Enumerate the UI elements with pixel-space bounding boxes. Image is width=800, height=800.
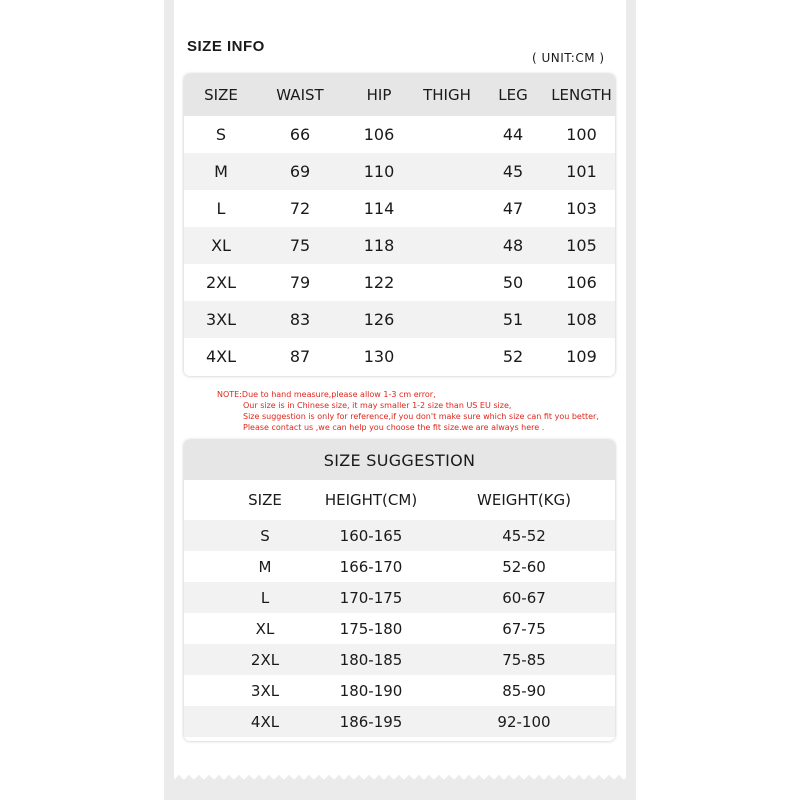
table-row xyxy=(184,227,615,264)
table-cell: 130 xyxy=(363,347,395,366)
size-suggestion-table xyxy=(184,440,615,741)
table-cell: 101 xyxy=(566,162,597,181)
table-cell: M xyxy=(258,557,272,576)
table-cell: 160-165 xyxy=(339,526,403,545)
note-label: NOTE: xyxy=(217,390,242,399)
table-cell: 83 xyxy=(289,310,311,329)
table-row xyxy=(184,706,615,737)
table-cell: 75-85 xyxy=(502,650,546,669)
size-info-table xyxy=(184,74,615,376)
table-cell xyxy=(416,301,478,338)
table-row xyxy=(184,153,615,190)
note-line: Our size is in Chinese size, it may smaller 1-2 size than US EU size, xyxy=(243,401,512,410)
table-cell: 72 xyxy=(289,199,311,218)
table-cell: L xyxy=(260,588,270,607)
table-cell: 105 xyxy=(566,236,597,255)
size-table-body xyxy=(184,116,615,375)
table-cell: 69 xyxy=(289,162,311,181)
table-cell: 79 xyxy=(289,273,311,292)
table-row xyxy=(184,644,615,675)
table-cell xyxy=(416,116,478,153)
table-cell: S xyxy=(260,526,270,545)
table-cell: 108 xyxy=(566,310,597,329)
table-cell: 100 xyxy=(566,125,597,144)
note-line: Please contact us ,we can help you choose the fit size.we are always here . xyxy=(243,423,545,432)
table-cell: 186-195 xyxy=(339,712,403,731)
table-cell: 3XL xyxy=(250,681,280,700)
table-row xyxy=(184,116,615,153)
suggestion-title: SIZE SUGGESTION xyxy=(184,440,615,480)
table-cell: 45-52 xyxy=(502,526,546,545)
table-row xyxy=(184,264,615,301)
table-cell: 180-185 xyxy=(339,650,403,669)
table-cell: 50 xyxy=(502,273,524,292)
table-cell: 66 xyxy=(289,125,311,144)
table-row xyxy=(184,338,615,375)
table-cell: 2XL xyxy=(250,650,280,669)
table-cell: 180-190 xyxy=(339,681,403,700)
table-cell: 4XL xyxy=(250,712,280,731)
table-cell: 110 xyxy=(363,162,395,181)
header-cell: HIP xyxy=(366,86,392,104)
table-cell: 103 xyxy=(566,199,597,218)
table-row xyxy=(184,520,615,551)
table-cell: 3XL xyxy=(205,310,237,329)
unit-label: ( UNIT:CM ) xyxy=(532,51,605,65)
table-cell: 52-60 xyxy=(502,557,546,576)
table-cell: XL xyxy=(255,619,275,638)
table-cell: 118 xyxy=(363,236,395,255)
header-cell: SIZE xyxy=(204,86,238,104)
table-cell: 87 xyxy=(289,347,311,366)
header-cell: SIZE xyxy=(248,491,282,509)
table-cell: 114 xyxy=(363,199,395,218)
note-text xyxy=(217,389,599,433)
table-cell xyxy=(416,264,478,301)
table-cell: 175-180 xyxy=(339,619,403,638)
table-cell: 170-175 xyxy=(339,588,403,607)
table-cell: 47 xyxy=(502,199,524,218)
table-cell: 67-75 xyxy=(502,619,546,638)
header-cell: WAIST xyxy=(276,86,324,104)
page-title: SIZE INFO xyxy=(187,38,265,55)
table-cell: 48 xyxy=(502,236,524,255)
header-cell: HEIGHT(CM) xyxy=(324,491,418,509)
suggestion-header xyxy=(184,480,615,520)
table-row xyxy=(184,613,615,644)
table-cell: 109 xyxy=(566,347,597,366)
table-row xyxy=(184,675,615,706)
table-cell: 2XL xyxy=(205,273,237,292)
table-cell: 85-90 xyxy=(502,681,546,700)
table-cell: 92-100 xyxy=(497,712,551,731)
header-cell: THIGH xyxy=(423,86,471,104)
suggestion-table-body xyxy=(184,520,615,737)
header-cell: LENGTH xyxy=(551,86,612,104)
table-cell: 106 xyxy=(566,273,597,292)
table-cell xyxy=(416,227,478,264)
table-cell: 106 xyxy=(363,125,395,144)
table-cell: 126 xyxy=(363,310,395,329)
table-cell: 45 xyxy=(502,162,524,181)
table-row xyxy=(184,582,615,613)
table-row xyxy=(184,190,615,227)
table-cell: S xyxy=(215,125,227,144)
table-cell xyxy=(416,338,478,375)
table-cell: 122 xyxy=(363,273,395,292)
table-cell: XL xyxy=(211,236,231,255)
table-row xyxy=(184,301,615,338)
table-row xyxy=(184,551,615,582)
table-cell: 166-170 xyxy=(339,557,403,576)
table-cell: 60-67 xyxy=(502,588,546,607)
zigzag-edge xyxy=(174,770,626,780)
note-line: Due to hand measure,please allow 1-3 cm error, xyxy=(241,390,436,399)
table-cell: 75 xyxy=(289,236,311,255)
table-cell xyxy=(416,153,478,190)
note-line: Size suggestion is only for reference,if you don't make sure which size can fit you better, xyxy=(243,412,599,421)
table-cell: M xyxy=(214,162,228,181)
table-cell: 51 xyxy=(502,310,524,329)
table-cell: 4XL xyxy=(205,347,237,366)
table-cell: 52 xyxy=(502,347,524,366)
table-cell xyxy=(416,190,478,227)
size-table-header xyxy=(184,74,615,116)
table-cell: L xyxy=(216,199,226,218)
table-cell: 44 xyxy=(502,125,524,144)
header-cell: LEG xyxy=(498,86,528,104)
header-cell: WEIGHT(KG) xyxy=(477,491,571,509)
